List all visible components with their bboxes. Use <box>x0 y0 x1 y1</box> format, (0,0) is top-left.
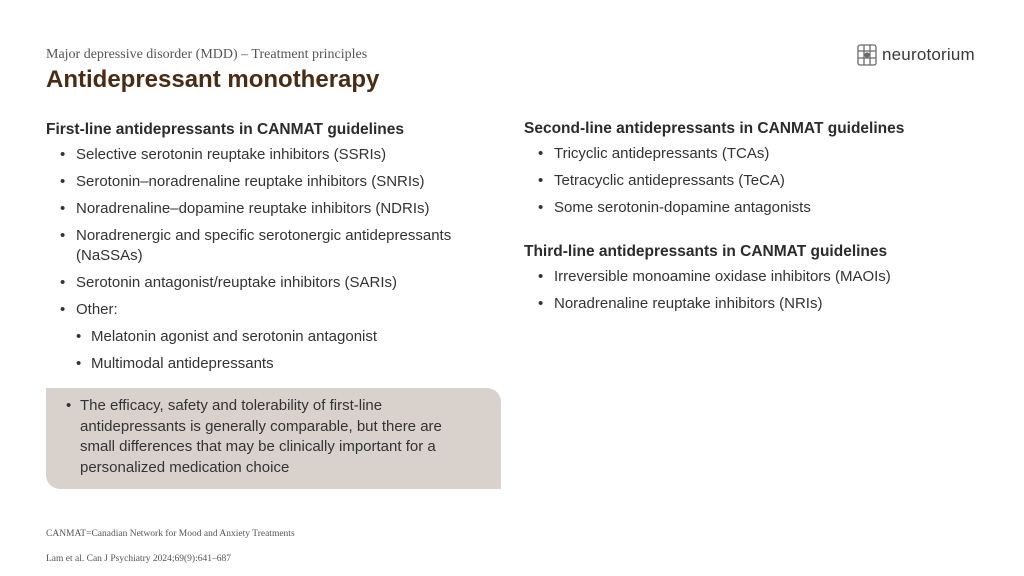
callout-text: • The efficacy, safety and tolerability of first-line antidepressants is generally comparable, but there are small differences that may be clinically important for a personalized medication choice <box>64 396 481 478</box>
list-item: • Serotonin antagonist/reuptake inhibitors (SARIs) <box>46 273 501 293</box>
other-label: Other: <box>76 301 118 318</box>
slide-subtitle: Major depressive disorder (MDD) – Treatment principles <box>46 47 368 62</box>
second-line-section <box>524 120 984 218</box>
third-line-section <box>524 243 984 314</box>
list-item-other <box>46 300 501 374</box>
callout-box <box>46 388 501 489</box>
first-line-list <box>46 145 501 374</box>
second-line-heading: Second-line antidepressants in CANMAT guidelines <box>524 120 905 137</box>
brand-logo <box>857 44 975 66</box>
sub-list-item: • Multimodal antidepressants <box>76 354 501 374</box>
list-item: • Noradrenergic and specific serotonergic antidepressants (NaSSAs) <box>46 226 501 266</box>
list-item: • Noradrenaline–dopamine reuptake inhibitors (NDRIs) <box>46 199 501 219</box>
list-item: • Serotonin–noradrenaline reuptake inhibitors (SNRIs) <box>46 172 501 192</box>
slide-title: Antidepressant monotherapy <box>46 66 380 93</box>
list-item: • Tricyclic antidepressants (TCAs) <box>524 144 984 164</box>
logo-text: neurotorium <box>882 45 975 64</box>
sub-list-item: • Melatonin agonist and serotonin antagonist <box>76 327 501 347</box>
list-item: • Selective serotonin reuptake inhibitors (SSRIs) <box>46 145 501 165</box>
list-item: • Tetracyclic antidepressants (TeCA) <box>524 171 984 191</box>
first-line-section <box>46 121 501 381</box>
list-item: • Some serotonin-dopamine antagonists <box>524 198 984 218</box>
list-item: • Irreversible monoamine oxidase inhibitors (MAOIs) <box>524 267 984 287</box>
neuron-grid-icon <box>857 44 877 66</box>
other-sublist <box>76 327 501 374</box>
second-line-list <box>524 144 984 218</box>
first-line-heading: First-line antidepressants in CANMAT guidelines <box>46 121 404 138</box>
reference-footnote: Lam et al. Can J Psychiatry 2024;69(9):641–687 <box>46 554 231 564</box>
third-line-heading: Third-line antidepressants in CANMAT guidelines <box>524 243 888 260</box>
third-line-list <box>524 267 984 314</box>
list-item: • Noradrenaline reuptake inhibitors (NRIs) <box>524 294 984 314</box>
right-column <box>524 120 984 321</box>
abbreviation-footnote: CANMAT=Canadian Network for Mood and Anxiety Treatments <box>46 529 295 539</box>
